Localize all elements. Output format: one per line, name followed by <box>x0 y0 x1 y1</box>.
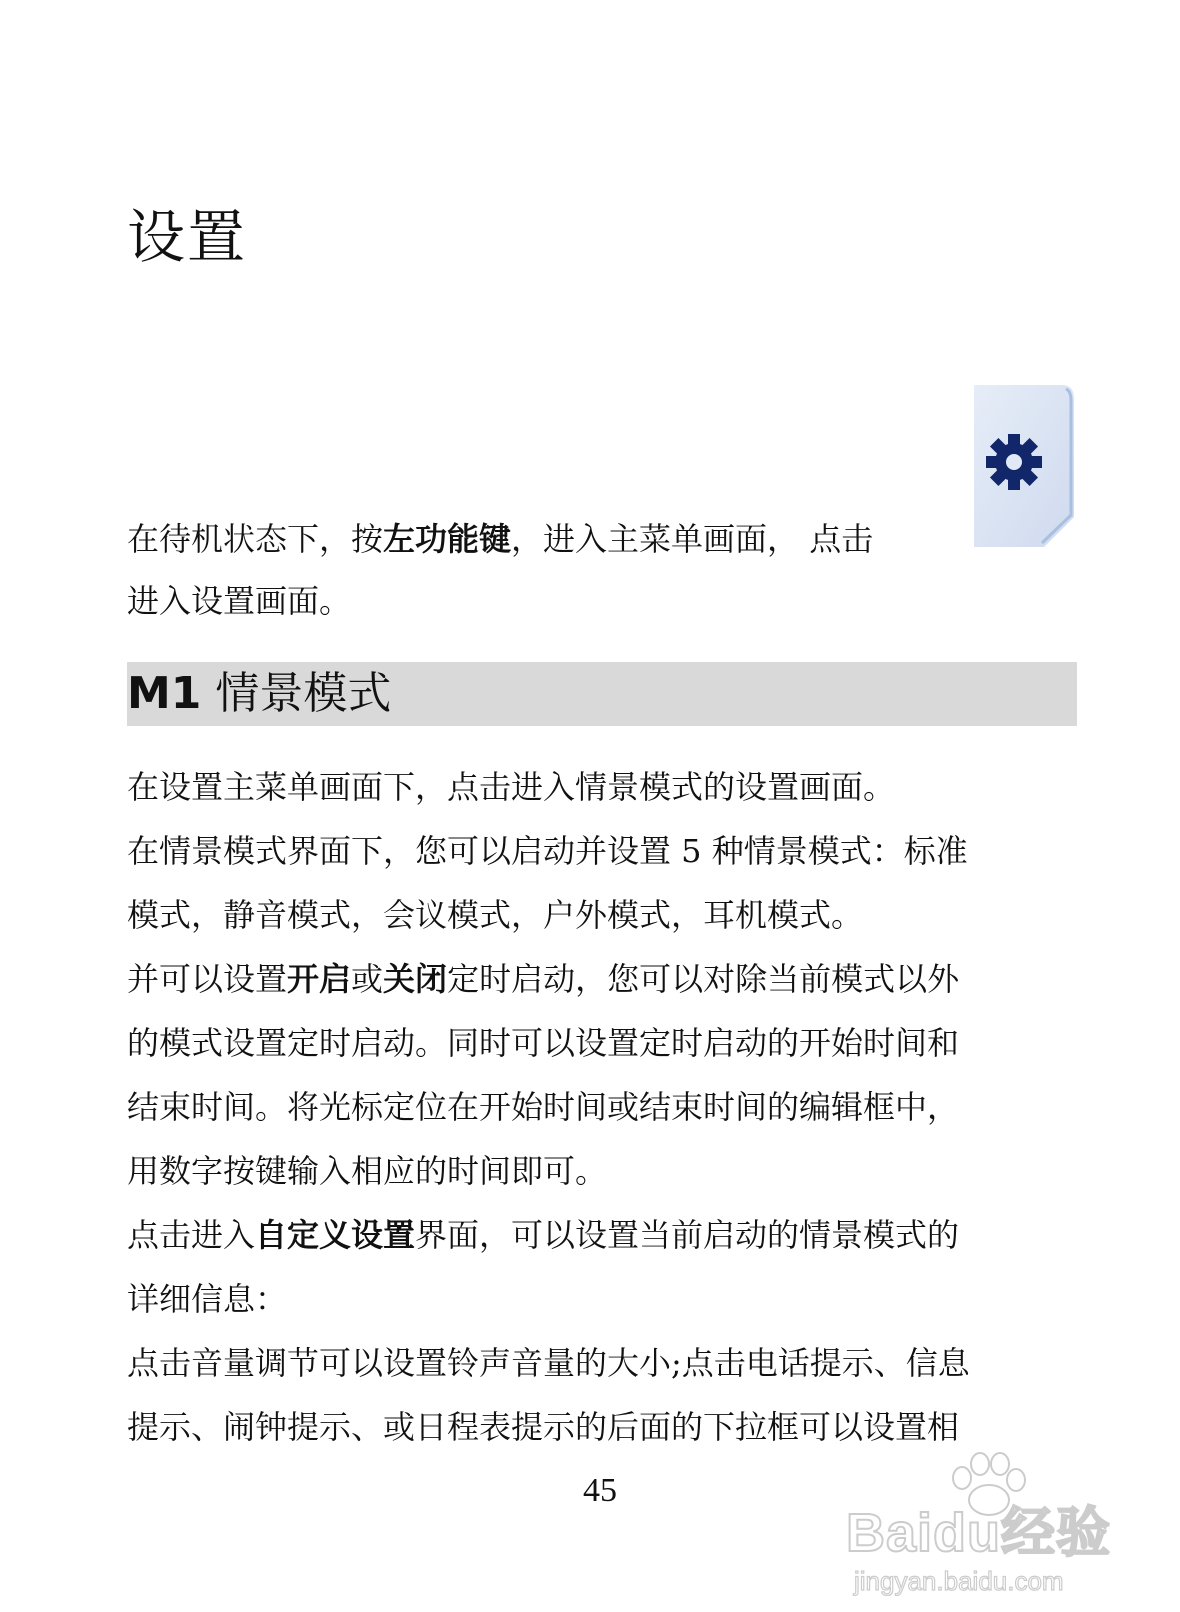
body-text: 界面，可以设置当前启动的情景模式的 <box>415 1216 960 1254</box>
custom-settings-label: 自定义设置 <box>255 1216 416 1254</box>
disable-label: 关闭 <box>383 960 448 998</box>
body-line: 在情景模式界面下，您可以启动并设置 5 种情景模式：标准 <box>127 832 968 870</box>
intro-text-middle: ，进入主菜单画面， 点击 <box>511 520 874 558</box>
body-line: 提示、闹钟提示、或日程表提示的后面的下拉框可以设置相 <box>127 1408 960 1446</box>
body-line: 在设置主菜单画面下，点击进入情景模式的设置画面。 <box>127 768 896 806</box>
body-line: 的模式设置定时启动。同时可以设置定时启动的开始时间和 <box>127 1024 960 1062</box>
section-heading <box>127 662 391 726</box>
body-line <box>127 947 1077 1011</box>
page-number: 45 <box>583 1472 617 1509</box>
settings-menu-tile[interactable] <box>974 385 1076 549</box>
body-line: 用数字按键输入相应的时间即可。 <box>127 1152 608 1190</box>
section-body <box>127 755 1077 1459</box>
gear-icon <box>986 434 1042 490</box>
body-line <box>127 1203 1077 1267</box>
intro-text-before: 在待机状态下，按 <box>127 520 384 558</box>
watermark-url: jingyan.baidu.com <box>854 1566 1064 1596</box>
section-title: 情景模式 <box>215 668 392 719</box>
left-function-key-label: 左功能键 <box>383 520 512 558</box>
intro-line-1 <box>127 508 1057 570</box>
body-text: 点击进入 <box>127 1216 256 1254</box>
body-line: 模式，静音模式，会议模式，户外模式，耳机模式。 <box>127 896 864 934</box>
enable-label: 开启 <box>287 960 352 998</box>
body-line: 点击音量调节可以设置铃声音量的大小;点击电话提示、信息 <box>127 1344 970 1382</box>
body-text: 或 <box>351 960 384 998</box>
body-text: 定时启动，您可以对除当前模式以外 <box>447 960 960 998</box>
page-title: 设置 <box>127 203 248 271</box>
body-line: 结束时间。将光标定位在开始时间或结束时间的编辑框中， <box>127 1088 960 1126</box>
baidu-watermark <box>846 1448 1116 1598</box>
body-text: 并可以设置 <box>127 960 288 998</box>
section-number: M1 <box>127 668 202 719</box>
intro-line-2: 进入设置画面。 <box>127 582 352 620</box>
watermark-brand: Baidu经验 <box>846 1503 1112 1563</box>
body-line: 详细信息： <box>127 1280 288 1318</box>
intro-paragraph <box>127 508 1057 632</box>
